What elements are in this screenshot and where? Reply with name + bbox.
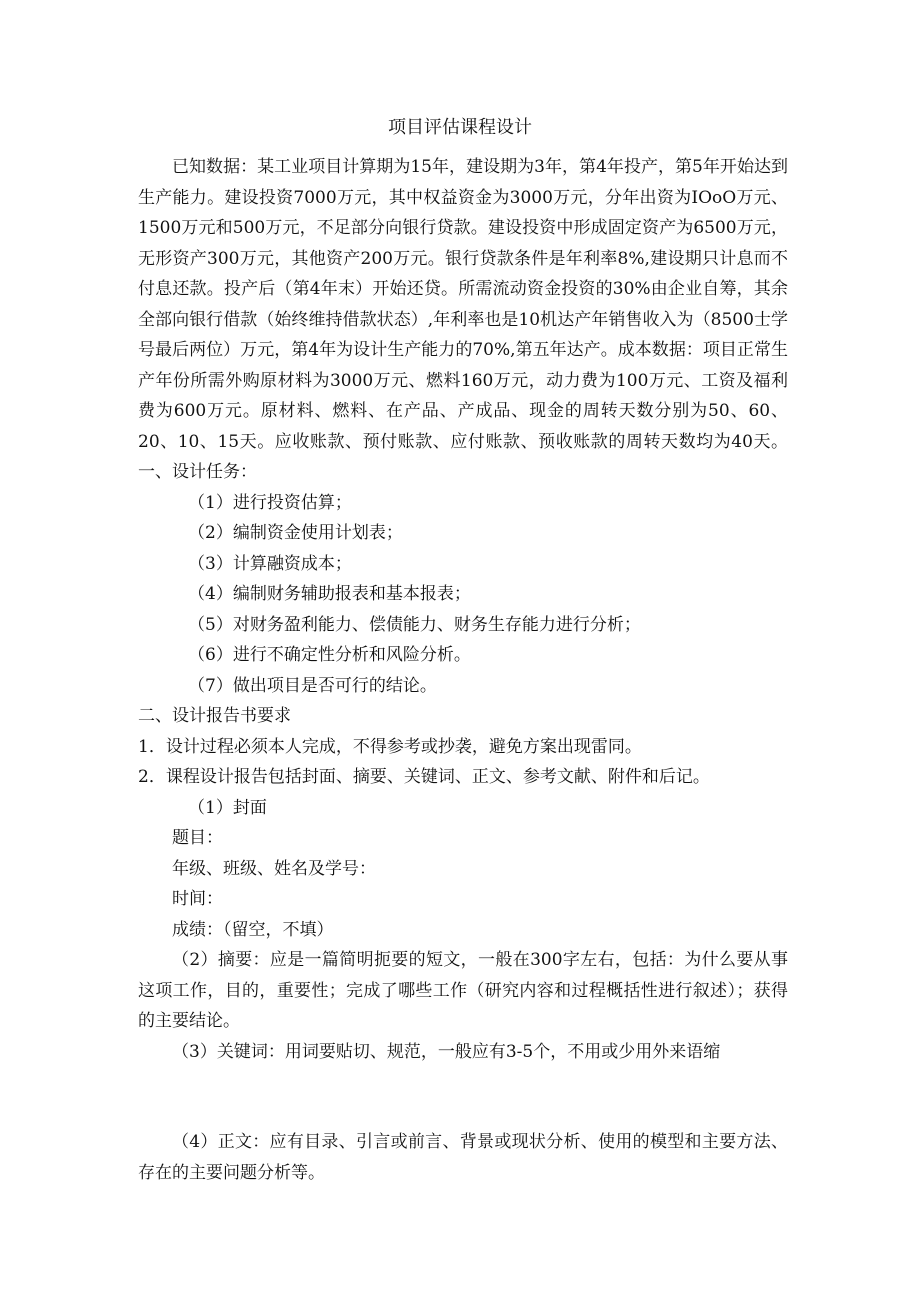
keywords-paragraph: （3）关键词：用词要贴切、规范，一般应有3-5个，不用或少用外来语缩	[172, 1041, 721, 1062]
task-item: （2）编制资金使用计划表；	[188, 523, 403, 543]
cover-heading: （1）封面	[188, 797, 267, 818]
cover-field: 题目：	[172, 828, 223, 848]
cover-field: 时间：	[172, 889, 223, 909]
task-item: （3）计算融资成本；	[188, 553, 352, 574]
task-item: （4）编制财务辅助报表和基本报表；	[188, 584, 471, 604]
requirement-item: 2．课程设计报告包括封面、摘要、关键词、正文、参考文献、附件和后记。	[138, 767, 710, 787]
task-item: （5）对财务盈利能力、偿债能力、财务生存能力进行分析；	[188, 614, 641, 635]
main-text-paragraph: （4）正文：应有目录、引言或前言、背景或现状分析、使用的模型和主要方法、存在的主要问题分析等。	[138, 1132, 788, 1183]
section2-heading: 二、设计报告书要求	[138, 706, 291, 726]
task-item: （6）进行不确定性分析和风险分析。	[188, 645, 471, 665]
cover-field: 年级、班级、姓名及学号：	[172, 858, 376, 879]
abstract-paragraph: （2）摘要：应是一篇简明扼要的短文，一般在300字左右，包括：为什么要从事这项工作，目的，重要性；完成了哪些工作（研究内容和过程概括性进行叙述）；获得的主要结论。	[138, 950, 788, 1031]
page-title: 项目评估课程设计	[388, 117, 532, 138]
intro-paragraph: 已知数据：某工业项目计算期为15年，建设期为3年，第4年投产，第5年开始达到生产能力。建设投资7000万元，其中权益资金为3000万元，分年出资为IOoO万元、1500万元和500万元，不足部分向银行贷款。建设投资中形成固定资产为6500万元，无形资产300万元，其他资产200万元。银行贷款条件是年利率8%,建设期只计息而不付息还款。投产后（第4年末）开始还贷。所需流动资金投资的30%由企业自筹，其余全部向银行借款（始终维持借款状态）,年利率也是10机达产年销售收入为（8500士学号最后两位）万元，第4年为设计生产能力的70%,第五年达产。成本数据：项目正常生产年份所需外购原材料为3000万元、燃料160万元，动力费为100万元、工资及福利费为600万元。原材料、燃料、在产品、产成品、现金的周转天数分别为50、60、20、10、15天。应收账款、预付账款、应付账款、预收账款的周转天数均为40天。一、设计任务：	[138, 157, 788, 482]
document-body	[138, 152, 788, 1188]
task-item: （7）做出项目是否可行的结论。	[188, 675, 437, 696]
cover-field: 成绩：（留空，不填）	[172, 919, 334, 940]
requirement-item: 1．设计过程必须本人完成，不得参考或抄袭，避免方案出现雷同。	[138, 736, 642, 757]
blank-gap	[138, 1067, 788, 1127]
task-item: （1）进行投资估算；	[188, 492, 352, 513]
